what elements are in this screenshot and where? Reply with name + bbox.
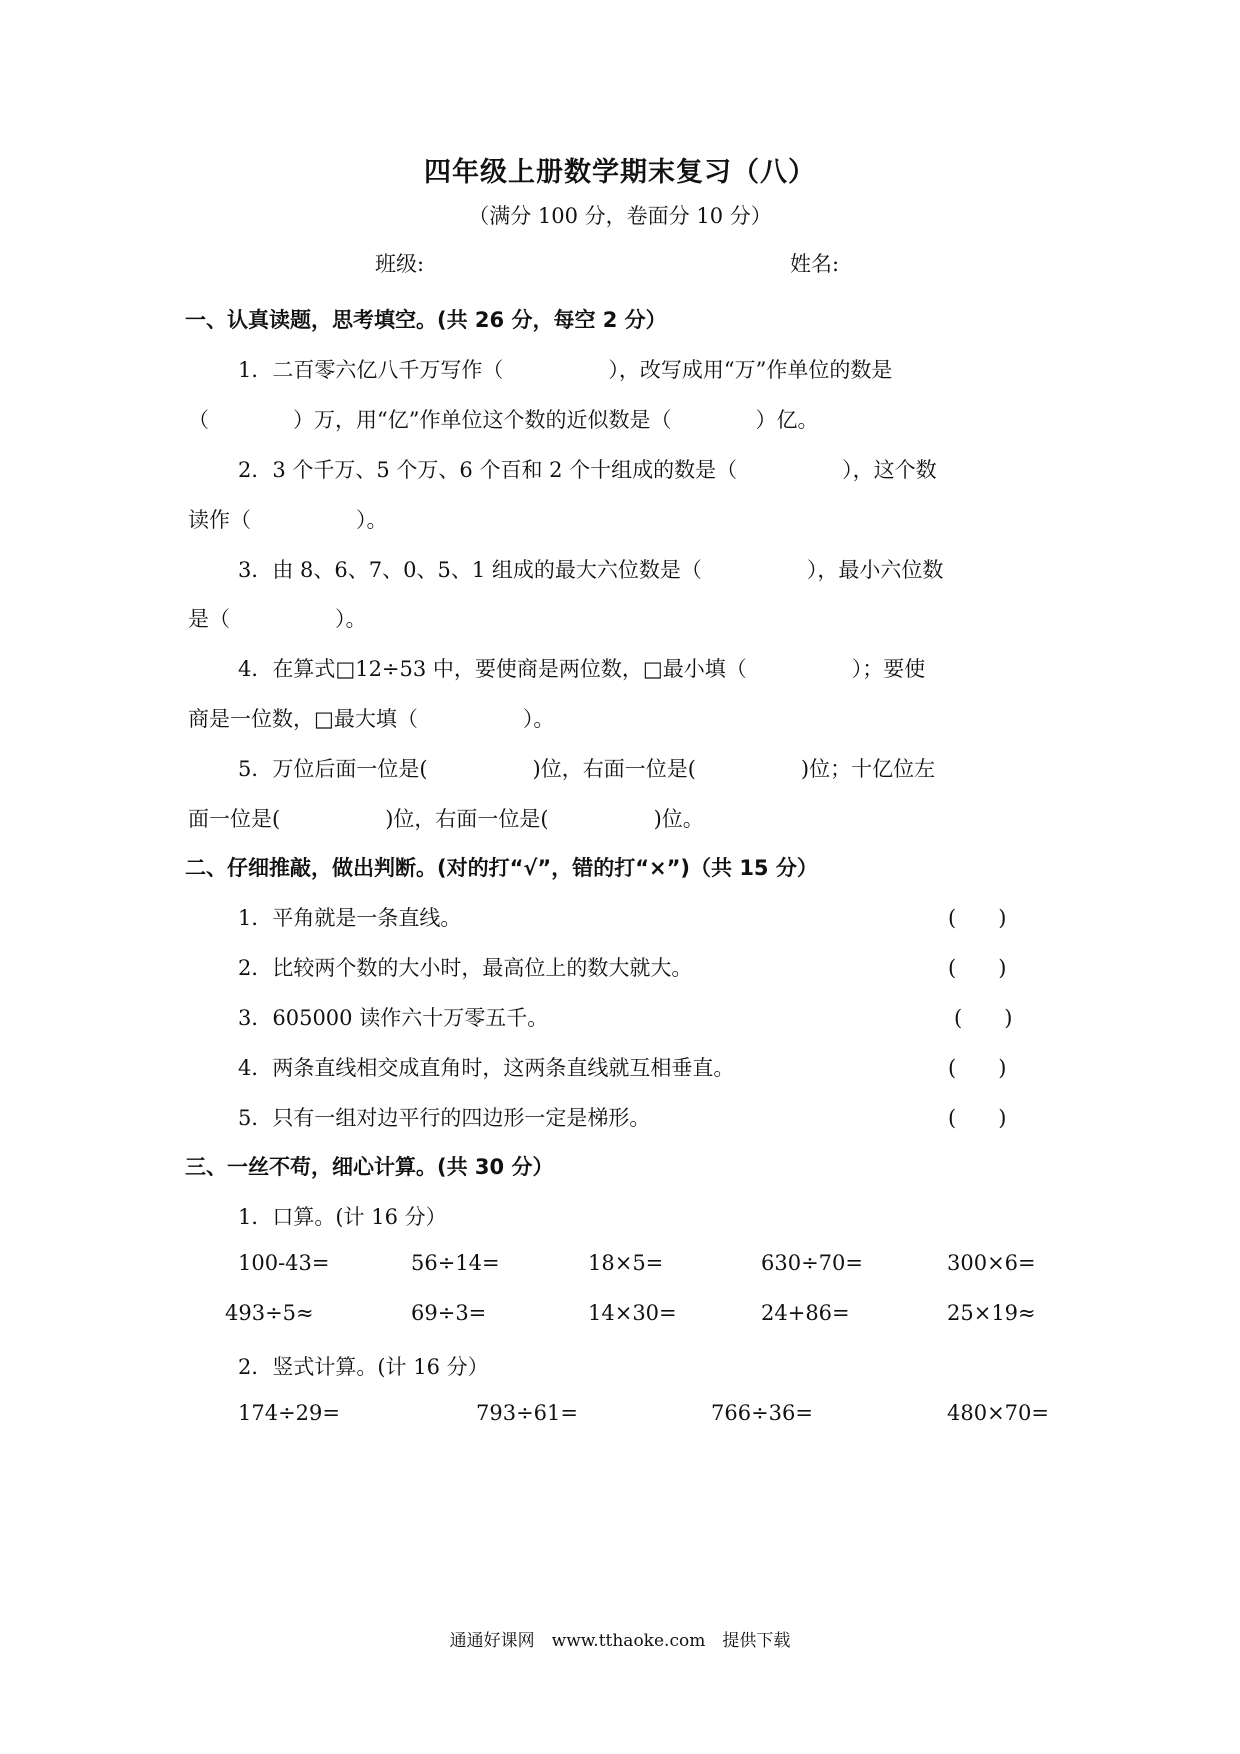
q4-line1: 4．在算式□12÷53 中，要使商是两位数，□最小填（ ）；要使 xyxy=(238,657,926,681)
oral-problem: 56÷14= xyxy=(411,1251,500,1275)
page-title: 四年级上册数学期末复习（八） xyxy=(424,157,816,188)
oral-calc-label: 1．口算。(计 16 分） xyxy=(238,1205,447,1229)
oral-problem: 300×6= xyxy=(947,1251,1036,1275)
oral-problem: 69÷3= xyxy=(411,1301,487,1325)
section3-heading: 三、一丝不苟，细心计算。(共 30 分） xyxy=(185,1155,554,1179)
q5-line2: 面一位是( )位，右面一位是( )位。 xyxy=(188,807,704,831)
tf-item-3: 3．605000 读作六十万零五千。 xyxy=(238,1006,549,1030)
tf-item-5: 5．只有一组对边平行的四边形一定是梯形。 xyxy=(238,1106,651,1130)
vertical-problem: 174÷29= xyxy=(238,1401,340,1425)
oral-problem: 25×19≈ xyxy=(947,1301,1036,1325)
vertical-problem: 793÷61= xyxy=(476,1401,578,1425)
page-subtitle: （满分 100 分，卷面分 10 分） xyxy=(468,204,772,228)
class-label: 班级: xyxy=(375,252,425,276)
tf-item-2: 2．比较两个数的大小时，最高位上的数大就大。 xyxy=(238,956,693,980)
tf-item-4: 4．两条直线相交成直角时，这两条直线就互相垂直。 xyxy=(238,1056,735,1080)
oral-problem: 630÷70= xyxy=(761,1251,863,1275)
oral-problem: 100-43= xyxy=(238,1251,330,1275)
q1-line2: （ ）万，用“亿”作单位这个数的近似数是（ ）亿。 xyxy=(188,408,819,432)
oral-problem: 14×30= xyxy=(588,1301,677,1325)
vertical-calc-label: 2．竖式计算。(计 16 分） xyxy=(238,1355,489,1379)
tf-answer-bracket-3[interactable]: ( ) xyxy=(954,1006,1013,1030)
footer-source: 通通好课网 www.tthaoke.com 提供下载 xyxy=(449,1631,791,1651)
tf-item-1: 1．平角就是一条直线。 xyxy=(238,906,462,930)
q3-line1: 3．由 8、6、7、0、5、1 组成的最大六位数是（ ），最小六位数 xyxy=(238,558,944,582)
q5-line1: 5．万位后面一位是( )位，右面一位是( )位；十亿位左 xyxy=(238,757,936,781)
q1-line1: 1．二百零六亿八千万写作（ ），改写成用“万”作单位的数是 xyxy=(238,358,893,382)
q4-line2: 商是一位数，□最大填（ ）。 xyxy=(188,707,555,731)
tf-answer-bracket-5[interactable]: ( ) xyxy=(948,1106,1007,1130)
name-label: 姓名: xyxy=(790,252,840,276)
q3-line2: 是（ ）。 xyxy=(188,607,367,631)
oral-problem: 18×5= xyxy=(588,1251,664,1275)
tf-answer-bracket-4[interactable]: ( ) xyxy=(948,1056,1007,1080)
tf-answer-bracket-1[interactable]: ( ) xyxy=(948,906,1007,930)
vertical-problem: 480×70= xyxy=(947,1401,1049,1425)
tf-answer-bracket-2[interactable]: ( ) xyxy=(948,956,1007,980)
q2-line1: 2．3 个千万、5 个万、6 个百和 2 个十组成的数是（ ），这个数 xyxy=(238,458,937,482)
vertical-problem: 766÷36= xyxy=(711,1401,813,1425)
oral-problem: 24+86= xyxy=(761,1301,850,1325)
section2-heading: 二、仔细推敲，做出判断。(对的打“√”，错的打“×”)（共 15 分） xyxy=(185,856,818,880)
section1-heading: 一、认真读题，思考填空。(共 26 分，每空 2 分） xyxy=(185,308,667,332)
oral-problem: 493÷5≈ xyxy=(225,1301,314,1325)
q2-line2: 读作（ ）。 xyxy=(188,508,388,532)
